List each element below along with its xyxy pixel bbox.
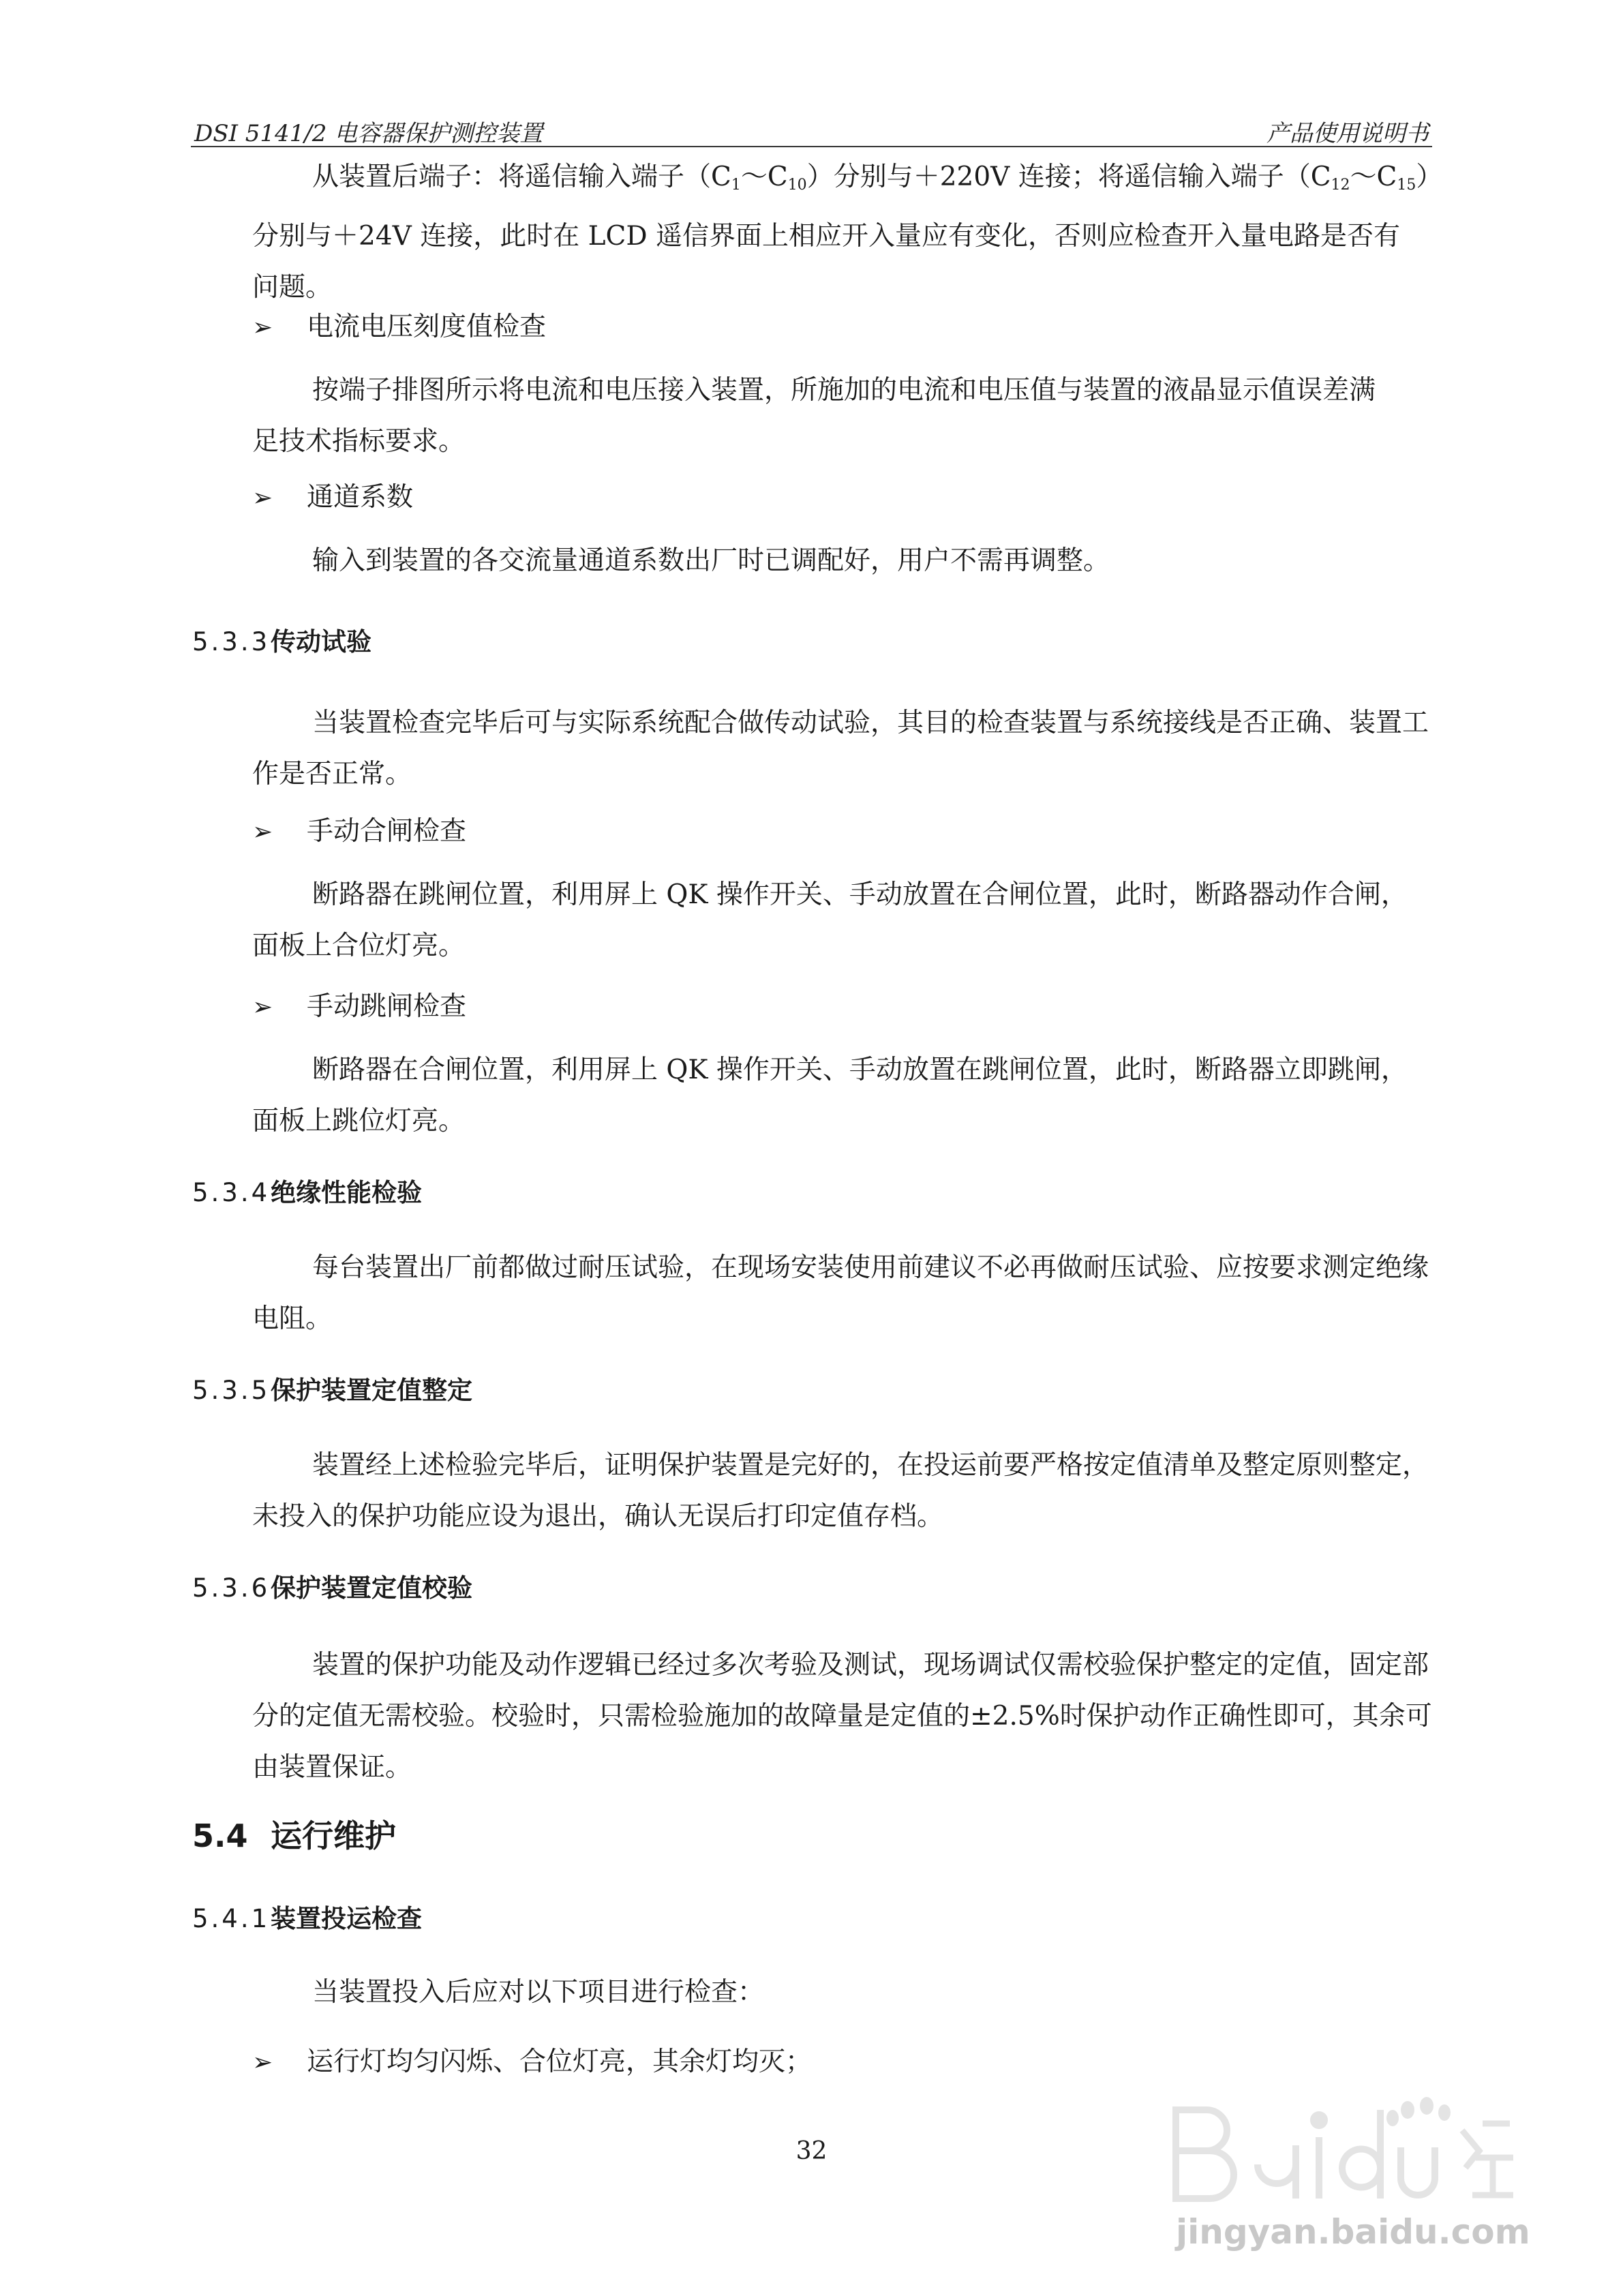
paragraph-line: 输入到装置的各交流量通道系数出厂时已调配好，用户不需再调整。: [312, 545, 1110, 576]
paragraph-line: 装置经上述检验完毕后，证明保护装置是完好的，在投运前要严格按定值清单及整定原则整定，: [312, 1450, 1429, 1481]
paragraph-line: 面板上合位灯亮。: [252, 931, 466, 961]
section-heading-5-3-3: 5.3.3传动试验: [192, 627, 371, 656]
header-title: DSI 5141/2 电容器保护测控装置: [194, 120, 543, 147]
bullet-item: [252, 477, 413, 519]
paragraph-manual-close: [252, 869, 1466, 971]
paragraph-line: 装置的保护功能及动作逻辑已经过多次考验及测试，现场调试仅需校验保护整定的定值，固定部: [312, 1650, 1429, 1680]
paragraph-commissioning: [252, 1967, 1466, 2018]
bullet-label: 手动合闸检查: [307, 816, 467, 847]
bullet-label: 运行灯均匀闪烁、合位灯亮，其余灯均灭；: [307, 2046, 813, 2077]
paragraph-channel-coeff: [252, 535, 1466, 586]
arrow-bullet-icon: ➢: [252, 2049, 273, 2076]
paragraph-line: 当装置检查完毕后可与实际系统配合做传动试验，其目的检查装置与系统接线是否正确、装置工: [312, 708, 1429, 738]
arrow-bullet-icon: ➢: [252, 993, 273, 1021]
paragraph-line: 分的定值无需校验。校验时，只需检验施加的故障量是定值的±2.5%时保护动作正确性即可，其余可: [252, 1701, 1432, 1732]
bullet-item: [252, 811, 466, 853]
paragraph-remote-signal: [252, 151, 1466, 313]
paragraph-scale-check: [252, 365, 1466, 467]
arrow-bullet-icon: ➢: [252, 818, 273, 846]
section-heading-5-3-6: 5.3.6保护装置定值校验: [192, 1573, 472, 1603]
header-subtitle: 产品使用说明书: [1266, 120, 1429, 147]
section-heading-5-4-1: 5.4.1装置投运检查: [192, 1904, 422, 1933]
section-heading-5-3-5: 5.3.5保护装置定值整定: [192, 1376, 472, 1405]
paragraph-line: 电阻。: [252, 1303, 333, 1334]
paragraph-setting: [252, 1440, 1466, 1542]
bullet-item: [252, 2042, 812, 2083]
paragraph-line: 按端子排图所示将电流和电压接入装置，所施加的电流和电压值与装置的液晶显示值误差满: [312, 375, 1376, 406]
page-number: 32: [795, 2137, 828, 2165]
bullet-label: 电流电压刻度值检查: [307, 312, 547, 342]
arrow-bullet-icon: ➢: [252, 314, 273, 342]
paragraph-line: 面板上跳位灯亮。: [252, 1106, 466, 1136]
paragraph-line: 当装置投入后应对以下项目进行检查：: [312, 1977, 765, 2008]
paragraph-line: 由装置保证。: [252, 1752, 412, 1783]
section-heading-5-4: 5.4 运行维护: [192, 1817, 396, 1854]
paragraph-line: 断路器在合闸位置，利用屏上 QK 操作开关、手动放置在跳闸位置，此时，断路器立即跳闸，: [312, 1055, 1408, 1085]
paragraph-line: 分别与＋24V 连接，此时在 LCD 遥信界面上相应开入量应有变化，否则应检查开入量电路是否有: [252, 221, 1400, 252]
paragraph-line: 断路器在跳闸位置，利用屏上 QK 操作开关、手动放置在合闸位置，此时，断路器动作合闸，: [312, 879, 1408, 910]
bullet-label: 通道系数: [307, 482, 414, 513]
bullet-item: [252, 986, 466, 1028]
bullet-item: [252, 307, 546, 348]
paragraph-line: 未投入的保护功能应设为退出，确认无误后打印定值存档。: [252, 1501, 944, 1532]
paragraph-line: 足技术指标要求。: [252, 426, 466, 457]
baidu-watermark-logo: [1162, 2083, 1544, 2219]
paragraph-line: 从装置后端子：将遥信输入端子$(C_1\sim C_{10})$分别与＋220V 连接；将遥信输入端子$(C_{12}\sim C_{15})$: [312, 162, 1443, 194]
section-heading-5-3-4: 5.3.4绝缘性能检验: [192, 1178, 422, 1207]
header-rule: [191, 146, 1432, 147]
paragraph-line: 每台装置出厂前都做过耐压试验，在现场安装使用前建议不必再做耐压试验、应按要求测定绝缘: [312, 1252, 1429, 1283]
paragraph-drive-test: [252, 697, 1466, 800]
paragraph-verification: [252, 1640, 1466, 1793]
paragraph-line: 作是否正常。: [252, 759, 412, 789]
watermark-url: jingyan.baidu.com: [1176, 2212, 1530, 2252]
bullet-label: 手动跳闸检查: [307, 991, 467, 1022]
paragraph-insulation: [252, 1242, 1466, 1344]
paragraph-manual-trip: [252, 1044, 1466, 1147]
paragraph-line: 问题。: [252, 272, 333, 303]
arrow-bullet-icon: ➢: [252, 484, 273, 512]
